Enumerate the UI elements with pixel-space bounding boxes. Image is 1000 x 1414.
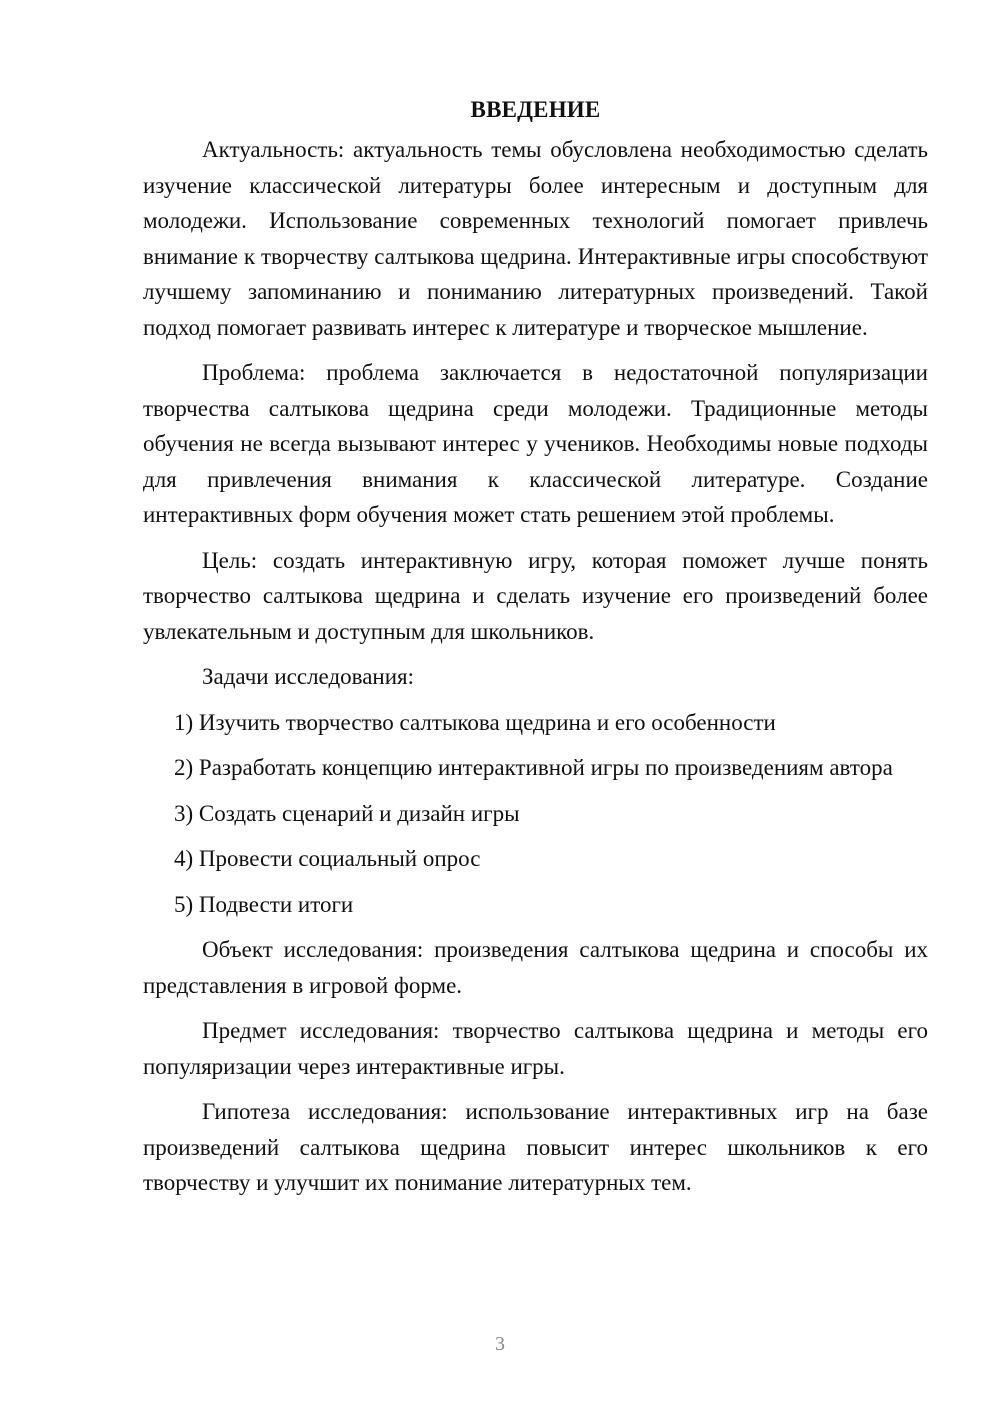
paragraph-relevance: Актуальность: актуальность темы обусловлена необходимостью сделать изучение классической литературы более интересным и доступным для молодежи. Использование современных технологий помогает привлечь внимание к творчеству салтыкова щедрина. Интерактивные игры способствуют лучшему запоминанию и пониманию литературных произведений. Такой подход помогает развивать интерес к литературе и творческое мышление. <box>143 137 928 340</box>
paragraph-problem: Проблема: проблема заключается в недостаточной популяризации творчества салтыкова щедрина среди молодежи. Традиционные методы обучения не всегда вызывают интерес у учеников. Необходимы новые подходы для привлечения внимания к классической литературе. Создание интерактивных форм обучения может стать решением этой проблемы. <box>143 360 928 527</box>
list-item-task-5: 5) Подвести итоги <box>174 891 354 917</box>
paragraph-goal: Цель: создать интерактивную игру, которая поможет лучше понять творчество салтыкова щедрина и сделать изучение его произведений более увлекательным и доступным для школьников. <box>143 547 928 644</box>
page-number: 3 <box>495 1333 505 1355</box>
list-item-task-2: 2) Разработать концепцию интерактивной игры по произведениям автора <box>174 755 893 780</box>
tasks-heading: Задачи исследования: <box>202 664 415 689</box>
paragraph-object: Объект исследования: произведения салтыкова щедрина и способы их представления в игровой форме. <box>143 937 928 998</box>
page-title: ВВЕДЕНИЕ <box>470 97 601 122</box>
list-item-task-3: 3) Создать сценарий и дизайн игры <box>174 800 520 826</box>
list-item-task-4: 4) Провести социальный опрос <box>174 846 481 871</box>
paragraph-subject: Предмет исследования: творчество салтыкова щедрина и методы его популяризации через интерактивные игры. <box>143 1018 928 1079</box>
list-item-task-1: 1) Изучить творчество салтыкова щедрина и его особенности <box>174 709 776 735</box>
paragraph-hypothesis: Гипотеза исследования: использование интерактивных игр на базе произведений салтыкова щедрина повысит интерес школьников к его творчеству и улучшит их понимание литературных тем. <box>143 1099 928 1195</box>
document-page <box>143 92 928 1211</box>
